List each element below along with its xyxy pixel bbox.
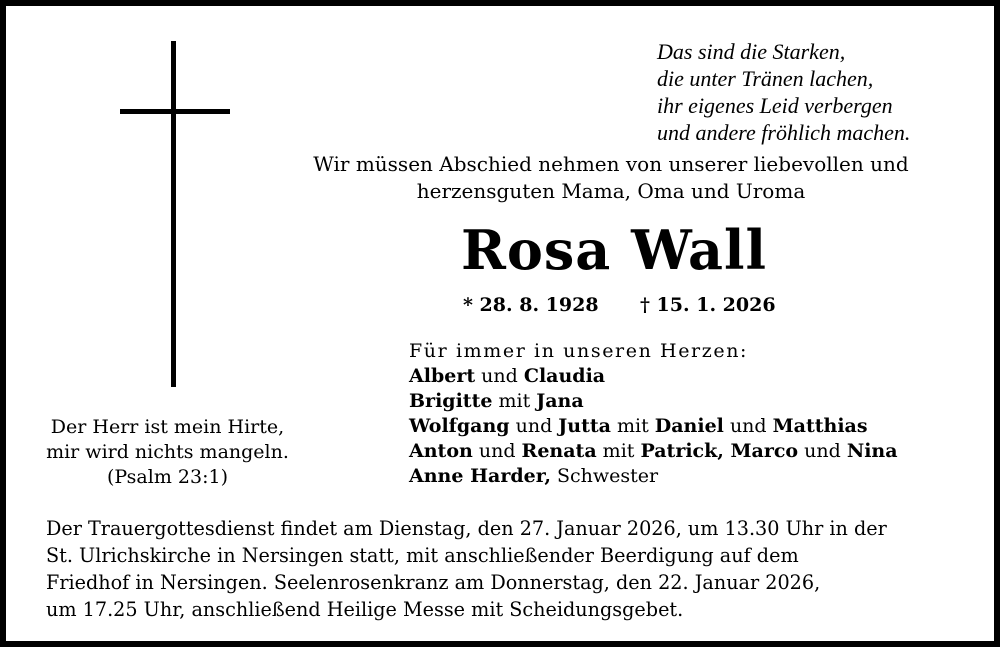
mourner-name: Brigitte <box>409 390 493 412</box>
mourner-name: Wolfgang <box>409 415 510 437</box>
mourner-connector: und <box>472 440 522 462</box>
mourner-name: Nina <box>846 440 898 462</box>
cross-vertical-beam <box>171 41 176 387</box>
latin-cross-icon <box>120 41 230 387</box>
mourner-name: Matthias <box>772 415 868 437</box>
intro-line: herzensguten Mama, Oma und Uroma <box>416 179 806 203</box>
mourner-connector: mit <box>596 440 641 462</box>
service-line: Der Trauergottesdienst findet am Dienstag, den 27. Januar 2026, um 13.30 Uhr in der <box>46 517 887 540</box>
psalm-verse <box>40 415 295 490</box>
life-dates <box>463 294 776 316</box>
psalm-line: mir wird nichts mangeln. <box>46 441 289 463</box>
mourner-name: Anne Harder, <box>409 465 551 487</box>
mourner-connector: mit <box>610 415 655 437</box>
mourners-heading: Für immer in unseren Herzen: <box>409 340 749 362</box>
psalm-line: Der Herr ist mein Hirte, <box>50 416 285 438</box>
mourners-rows <box>409 364 898 489</box>
announcement-intro <box>276 151 946 205</box>
memorial-quote <box>657 38 910 146</box>
mourner-name: Patrick, Marco <box>640 440 799 462</box>
quote-line: die unter Tränen lachen, <box>657 66 874 91</box>
mourner-connector: und <box>475 365 524 387</box>
mourner-name: Anton <box>409 440 473 462</box>
quote-line: Das sind die Starken, <box>657 39 846 64</box>
deceased-name: Rosa Wall <box>461 218 768 282</box>
service-line: Friedhof in Nersingen. Seelenrosenkranz am Donnerstag, den 22. Januar 2026, <box>46 571 821 594</box>
mourner-connector: Schwester <box>550 465 659 487</box>
mourner-name: Renata <box>521 440 597 462</box>
mourner-connector: und <box>509 415 559 437</box>
mourner-name: Jana <box>536 390 584 412</box>
quote-line: ihr eigenes Leid verbergen <box>657 93 893 118</box>
service-line: um 17.25 Uhr, anschließend Heilige Messe mit Scheidungsgebet. <box>46 598 684 621</box>
birth-date: * 28. 8. 1928 <box>463 294 599 316</box>
mourner-connector: und <box>723 415 773 437</box>
psalm-reference: (Psalm 23:1) <box>107 466 228 488</box>
mourner-name: Jutta <box>558 415 611 437</box>
mourner-connector: und <box>798 440 847 462</box>
mourner-row <box>409 389 898 414</box>
service-line: St. Ulrichskirche in Nersingen statt, mit anschließender Beerdigung auf dem <box>46 544 799 567</box>
mourner-name: Daniel <box>654 415 724 437</box>
mourner-row <box>409 364 898 389</box>
mourner-row <box>409 439 898 464</box>
mourner-name: Albert <box>409 365 476 387</box>
cross-horizontal-beam <box>120 109 230 114</box>
death-date: † 15. 1. 2026 <box>640 294 776 316</box>
mourners-list <box>409 339 898 489</box>
mourner-connector: mit <box>492 390 537 412</box>
mourner-row <box>409 414 898 439</box>
quote-line: und andere fröhlich machen. <box>657 120 911 145</box>
mourner-name: Claudia <box>523 365 606 387</box>
funeral-service-info <box>46 515 976 623</box>
mourner-row <box>409 464 898 489</box>
intro-line: Wir müssen Abschied nehmen von unserer liebevollen und <box>313 152 909 176</box>
